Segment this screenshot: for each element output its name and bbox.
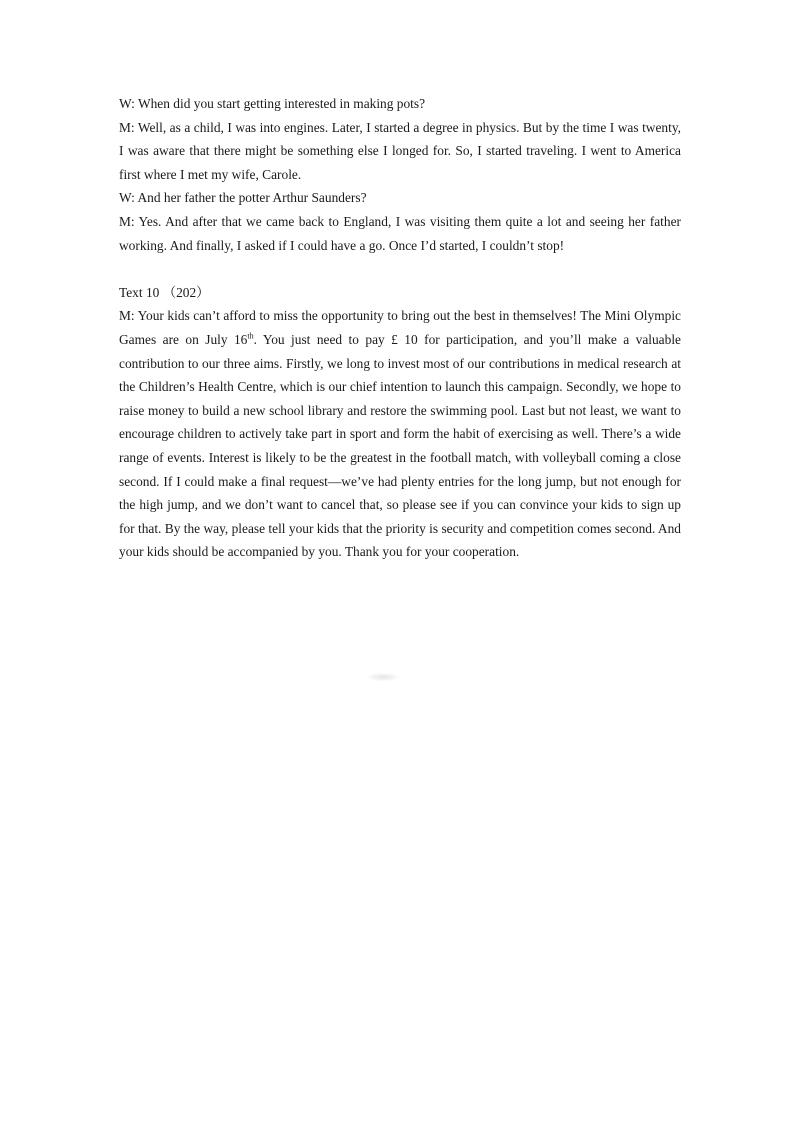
scan-smudge	[368, 673, 398, 681]
dialogue-line: W: And her father the potter Arthur Saunders?	[119, 190, 367, 206]
dialogue-line: M: Yes. And after that we came back to England, I was visiting them quite a lot and seeing her father working. And finally, I asked if I could have a go. Once I’d started, I couldn’t stop!	[119, 213, 681, 253]
document-body	[119, 92, 681, 564]
monologue-text-start: M: Your kids can’t afford to miss the opportunity to bring out the best in themselves! The Mini Olympic Games are on July 16	[119, 308, 681, 347]
section-heading: Text 10 （202）	[119, 284, 210, 300]
monologue-text-end: . You just need to pay £ 10 for participation, and you’ll make a valuable contribution to our three aims. Firstly, we long to invest most of our contributions in medical research at the Children’s Health Centre, which is our chief intention to launch this campaign. Secondly, we hope to raise money to build a new school library and restore the swimming pool. Last but not least, we want to encourage children to actively take part in sport and form the habit of exercising as well. There’s a wide range of events. Interest is likely to be the greatest in the football match, with volleyball coming a close second. If I could make a final request—we’ve had plenty entries for the long jump, but not enough for the high jump, and we don’t want to cancel that, so please see if you can convince your kids to sign up for that. By the way, please tell your kids that the priority is security and competition comes second. And your kids should be accompanied by you. Thank you for your cooperation.	[119, 331, 681, 560]
ordinal-suffix: th	[247, 331, 254, 341]
paragraph-spacer	[119, 257, 681, 281]
dialogue-line: M: Well, as a child, I was into engines. Later, I started a degree in physics. But by the time I was twenty, I was aware that there might be something else I longed for. So, I started traveling. I went to America first where I met my wife, Carole.	[119, 119, 681, 182]
dialogue-line: W: When did you start getting interested in making pots?	[119, 96, 426, 111]
monologue-paragraph	[119, 304, 681, 564]
